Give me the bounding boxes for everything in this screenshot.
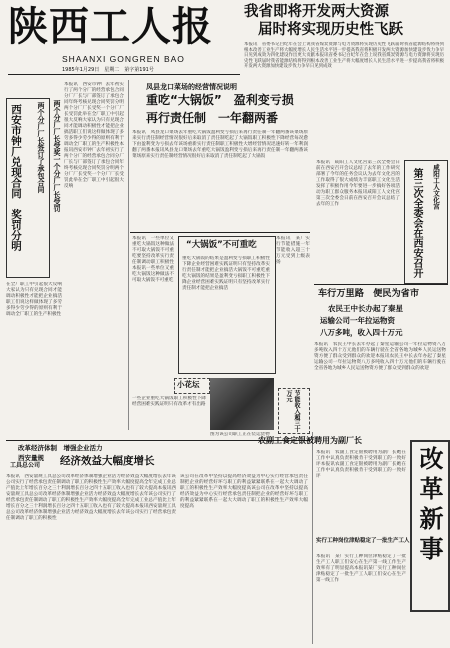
masthead-issue-line: 1985年1月29日 星期二 第字第191号 xyxy=(62,67,154,73)
bottom-left-kicker: 改革经济体制 增强企业活力 xyxy=(18,444,103,452)
bottom-right-headline: 农副工食定银被聘用为副厂长 xyxy=(258,436,362,445)
middle-vertical-sub: 节能收入超三十万元 xyxy=(285,390,300,432)
bottom-right-sub: 实行工种岗位津贴稳定了一批生产工人 xyxy=(316,538,410,544)
center-top-rule xyxy=(128,80,129,430)
bottom-right-body-2: 本报讯 某厂实行工种岗位津贴稳定了一批生产工人职工们安心在生产第一线工作生产效率有了明显提高本报讯某厂实行工种岗位津贴稳定了一批生产工人职工们安心在生产第一线工作 xyxy=(316,554,406,583)
center-top-body: 本报讯 凤县龙口菜场去年重吃大锅饭盈利变亏损后来再行责任制一年翻两番该菜场原来实行责任制经营情况很好后来取消了责任制吃起了大锅饭职工积极性下降经营每况愈下由盈利变为亏损去年该场重新实行责任制职工积极性大增经营情况迅速好转一年利润翻了两番本报讯凤县龙口菜场去年重吃大锅饭盈利变亏损后来再行责任制一年翻两番该菜场原来实行责任制经营情况很好后来取消了责任制吃起了大锅饭 xyxy=(132,130,308,159)
middle-section-rule xyxy=(130,232,310,233)
middle-left-text: 本报讯 一些单位又重吃大锅饭这种做法不可取大锅饭不可重吃要坚持改革实行责任制调动职工积极性本报讯一些单位又重吃大锅饭这种做法不可取大锅饭不可重吃 xyxy=(132,236,174,283)
bottom-left-main: 经济效益大幅度增长 xyxy=(60,455,155,467)
right-vertical-main: 第三次全委会在西安召开 xyxy=(411,168,422,278)
right-headline-rule xyxy=(314,284,448,285)
top-headline-line1: 我省即将开发两大资源 xyxy=(244,4,389,20)
top-article-body: 本报讯 省委书记白纪年在会上说我省煤炭资源与电力资源将实现历史性飞跃届时我省能源结构将得到根本改善工业生产将大幅度增长人民生活水平进一步提高我省将积极开发两大资源加快建设步伐力争早日见到成效为四化建设作出更大贡献本报讯省委书记白纪年在会上说我省煤炭资源与电力资源将实现历史性飞跃届时我省能源结构将得到根本改善工业生产将大幅度增长人民生活水平进一步提高我省将积极开发两大资源加快建设步伐力争早日见到成效 xyxy=(244,42,444,70)
column-title: 小花坛 xyxy=(177,380,200,389)
news-photo xyxy=(210,378,274,430)
left-column-text-2: 在全厂职工中引起很大反响大家认为只有兑现合同才能调动积极性才能把企业搞活职工们说这样做体现了多劳多得少劳少得的原则有利于调动全厂职工的生产积极性 xyxy=(6,282,62,317)
bottom-right-body-1: 本报讯 农副工食定银被聘用为副厂长她在工作中认真负责积极肯干受到职工的一致好评本报讯农副工食定银被聘用为副厂长她在工作中认真负责积极肯干受到职工的一致好评 xyxy=(316,450,406,479)
center-kicker: 凤县龙口菜场的经营情况说明 xyxy=(146,83,237,91)
right-headline-sub3: 八万多吨，收入四十万元 xyxy=(320,328,403,337)
left-headline-kicker: 两个分厂厂长签订了承包合同 xyxy=(37,102,45,193)
right-headline-sub1: 农民王中长办起了秦星 xyxy=(328,304,403,313)
right-truck-body: 本报讯 农民王中长去年办起了秦星运输公司一年拉运物资八万多吨收入四十万元他们的车辆行驶在全省各地为城乡人民运送物资方便了群众受到群众的欢迎本报讯农民王中长去年办起了秦星运输公司一年拉运物资八万多吨收入四十万元他们的车辆行驶在全省各地为城乡人民运送物资方便了群众受到群众的欢迎 xyxy=(314,342,446,371)
right-column-text: 本报讯 咸阳工人文化宫第三次全委会日前在西安召开会议总结了去年的工作研究部署了今年的任务会议认为去年文化宫的工作取得了很大成绩为丰富职工文化生活发挥了积极作用今年要进一步搞好各项活动为职工群众服务本报讯咸阳工人文化宫第三次全委会日前在西安召开会议总结了去年的工作 xyxy=(316,160,400,207)
right-headline-line1: 车行万里路 便民为省市 xyxy=(318,288,420,299)
center-headline-line1: 重吃“大锅饭” 盈利变亏损 xyxy=(146,93,294,107)
right-headline-sub2: 运输公司一年拉运物资 xyxy=(320,316,395,325)
left-column-text: 本报讯 西安市钟厂去年初实行了两个分厂的经营承包合同分厂厂长与厂部签订了承包合同年终考核兑现合同奖罚分明两个分厂厂长受奖一个分厂厂长受罚此举在全厂职工中引起很大反响大家认为只有兑现合同才能调动积极性才能把企业搞活职工们说这样做体现了多劳多得少劳少得的原则有利于调动全厂职工的生产积极性本报讯西安市钟厂去年初实行了两个分厂的经营承包合同分厂厂长与厂部签订了承包合同年终考核兑现合同奖罚分明两个分厂厂长受奖一个分厂厂长受罚此举在全厂职工中引起很大反响 xyxy=(64,82,124,189)
masthead-rule xyxy=(8,74,240,75)
bottom-left-line1: 西安量规 xyxy=(18,454,44,462)
middle-box-headline: “大锅饭”不可重吃 xyxy=(186,240,257,250)
bottom-center-body: 该公司在改革中坚持以提高经济效益为中心实行经营承包责任制把企业的经营好坏与职工的利益紧紧联系在一起大大调动了职工的积极性生产效率大幅度提高该公司在改革中坚持以提高经济效益为中心实行经营承包责任制把企业的经营好坏与职工的利益紧紧联系在一起大大调动了职工的积极性生产效率大幅度提高 xyxy=(180,474,308,509)
masthead-pinyin: SHAANXI GONGREN BAO xyxy=(62,54,185,64)
top-headline-line2: 届时将实现历史性飞跃 xyxy=(258,22,403,38)
reform-box-text: 改革新事 xyxy=(415,446,443,566)
middle-box-body: 重吃大锅饭的结果是盈利变亏损职工积极性下降企业经营困难实践证明只有坚持改革实行责任制才能把企业搞活大锅饭不可重吃重吃大锅饭的结果是盈利变亏损职工积极性下降企业经营困难实践证明只有坚持改革实行责任制才能把企业搞活 xyxy=(182,256,270,291)
right-vertical-kicker: 咸阳工人文化宫 xyxy=(432,164,440,210)
center-headline-line2: 再行责任制 一年翻两番 xyxy=(146,111,279,125)
bottom-left-body: 本报讯 西安量规工具总公司改革经济体制增强企业活力经济效益大幅度增长去年该公司实行了经营承包责任制调动了职工的积极性生产效率大幅度提高全年完成工业总产值比上年增长百分之三十利润增长百分之四十五职工收入也有了较大提高本报讯西安量规工具总公司改革经济体制增强企业活力经济效益大幅度增长去年该公司实行了经营承包责任制调动了职工的积极性生产效率大幅度提高全年完成工业总产值比上年增长百分之三十利润增长百分之四十五职工收入也有了较大提高本报讯西安量规工具总公司改革经济体制增强企业活力经济效益大幅度增长去年该公司实行了经营承包责任制调动了职工的积极性 xyxy=(6,474,176,521)
photo-caption: 图为该公司职工正在装运货物 xyxy=(210,432,270,437)
column-body: 一些企业重吃大锅饭职工积极性下降经营困难实践证明只有改革才有出路 xyxy=(132,396,206,407)
middle-right-text: 本报讯 某厂实行节能措施一年节能收入超三十万元受到上级表扬 xyxy=(276,236,310,265)
left-headline-main: 西安市钟厂兑现合同 奖罚分明 xyxy=(10,104,22,251)
bottom-right-rule xyxy=(312,432,313,644)
masthead-title: 陕西工人报 xyxy=(8,3,213,50)
left-headline-sub: 两个分厂厂长受奖一个分厂厂长受罚 xyxy=(53,100,61,212)
bottom-left-line2: 工具总公司 xyxy=(10,462,41,469)
